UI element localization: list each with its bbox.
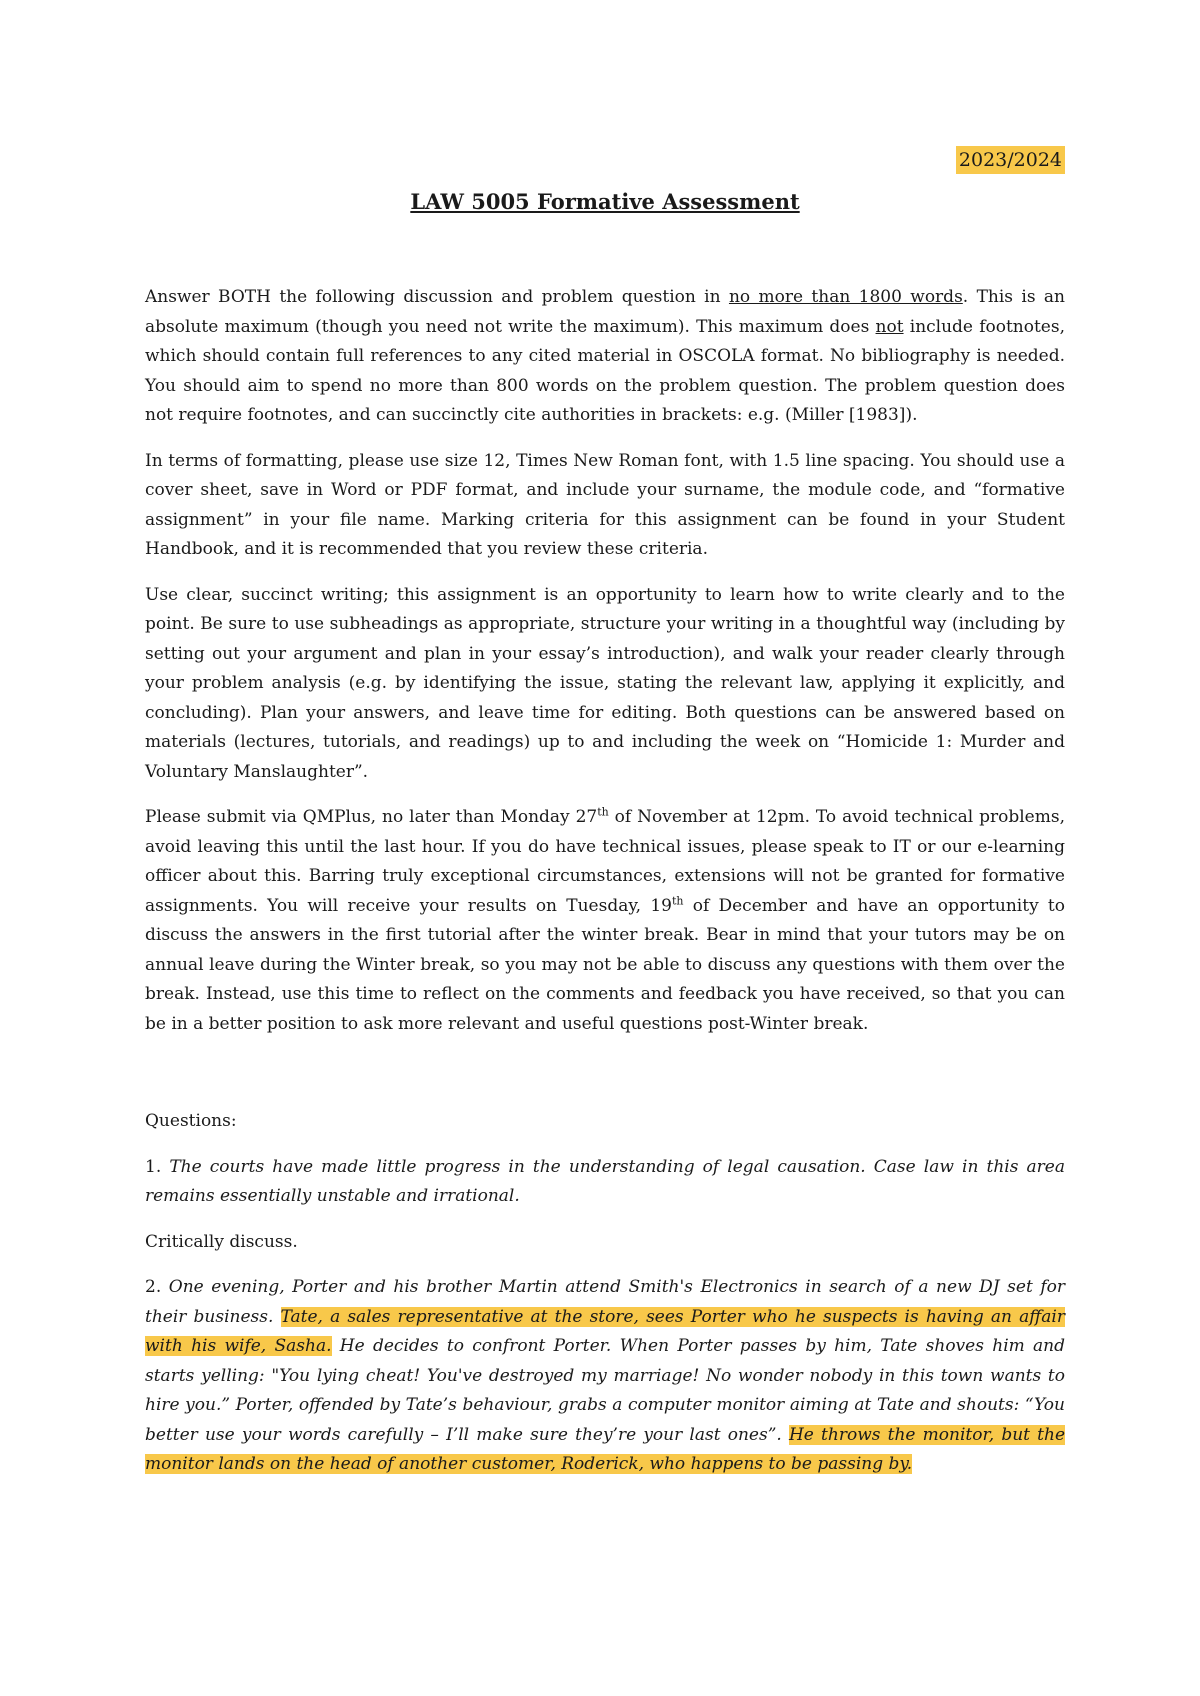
text-run: of November at 12pm. To avoid technical problems, avoid leaving this until the last hour. If you do have technical issues, please speak to IT or our e-learning officer about this. Barring truly exceptional circumstances, extensions will not be granted for formative assignments. You will receive your results on Tuesday, 19 xyxy=(145,807,1065,916)
instructions-paragraph-4 xyxy=(145,803,1065,1039)
question-number: 2. xyxy=(145,1277,169,1297)
document-body xyxy=(145,283,1065,1496)
text-run: . This is an absolute maximum (though you need not write the maximum). This maximum does xyxy=(145,287,1065,337)
instructions-paragraph-2: In terms of formatting, please use size 12, Times New Roman font, with 1.5 line spacing. You should use a cover sheet, save in Word or PDF format, and include your surname, the module code, and “formative assignment” in your file name. Marking criteria for this assignment can be found in your Student Handbook, and it is recommended that you review these criteria. xyxy=(145,450,1065,559)
question-1-instruction: Critically discuss. xyxy=(145,1231,298,1252)
text-run: He decides to confront Porter. When Porter passes by him, Tate shoves him and starts yelling: "You lying cheat! You've destroyed my marriage! No wonder nobody in this town wants to hire you.” Porter, offended by Tate’s behaviour, grabs a computer monitor aiming at Tate and shouts: “You better use your words carefully – I’ll make sure they’re your last ones”. xyxy=(145,1336,1066,1445)
emphasis-not: not xyxy=(875,316,904,337)
text-run: of December and have an opportunity to discuss the answers in the first tutorial after the winter break. Bear in mind that your tutors may be on annual leave during the Winter break, so you may not be able to discuss any questions with them over the break. Instead, use this time to reflect on the comments and feedback you have received, so that you can be in a better position to ask more relevant and useful questions post-Winter break. xyxy=(145,895,1065,1034)
text-run: Answer BOTH the following discussion and problem question in xyxy=(145,287,729,307)
highlighted-text: Tate, a sales representative at the store, sees Porter who he suspects is having an affair with his wife, Sasha. xyxy=(145,1306,1065,1356)
question-2 xyxy=(145,1273,1065,1480)
spacer xyxy=(145,1055,1065,1107)
highlighted-text: He throws the monitor, but the monitor lands on the head of another customer, Roderick, who happens to be passing by. xyxy=(145,1424,1066,1474)
text-run: include footnotes, which should contain full references to any cited material in OSCOLA format. No bibliography is needed. You should aim to spend no more than 800 words on the problem question. The problem question does not require footnotes, and can succinctly cite authorities in brackets: e.g. (Miller [1983]). xyxy=(145,316,1065,425)
question-1-text: The courts have made little progress in the understanding of legal causation. Case law in this area remains essentially unstable and irrational. xyxy=(145,1156,1066,1206)
instructions-paragraph-1 xyxy=(145,283,1065,431)
instructions-paragraph-3: Use clear, succinct writing; this assignment is an opportunity to learn how to write clearly and to the point. Be sure to use subheadings as appropriate, structure your writing in a thoughtful way (including by setting out your argument and plan in your essay’s introduction), and walk your reader clearly through your problem analysis (e.g. by identifying the issue, stating the relevant law, applying it explicitly, and concluding). Plan your answers, and leave time for editing. Both questions can be answered based on materials (lectures, tutorials, and readings) up to and including the week on “Homicide 1: Murder and Voluntary Manslaughter”. xyxy=(145,584,1065,782)
word-limit: no more than 1800 words xyxy=(728,287,963,307)
questions-heading: Questions: xyxy=(145,1111,237,1131)
text-run: One evening, Porter and his brother Martin attend Smith's Electronics in search of a new DJ set for their business. xyxy=(145,1277,1065,1327)
ordinal-suffix: th xyxy=(597,805,609,819)
question-1 xyxy=(145,1153,1065,1212)
text-run: Please submit via QMPlus, no later than Monday 27 xyxy=(145,807,598,827)
document-title: LAW 5005 Formative Assessment xyxy=(410,189,800,214)
ordinal-suffix: th xyxy=(671,893,684,907)
question-number: 1. xyxy=(145,1156,170,1177)
academic-year: 2023/2024 xyxy=(956,146,1065,174)
